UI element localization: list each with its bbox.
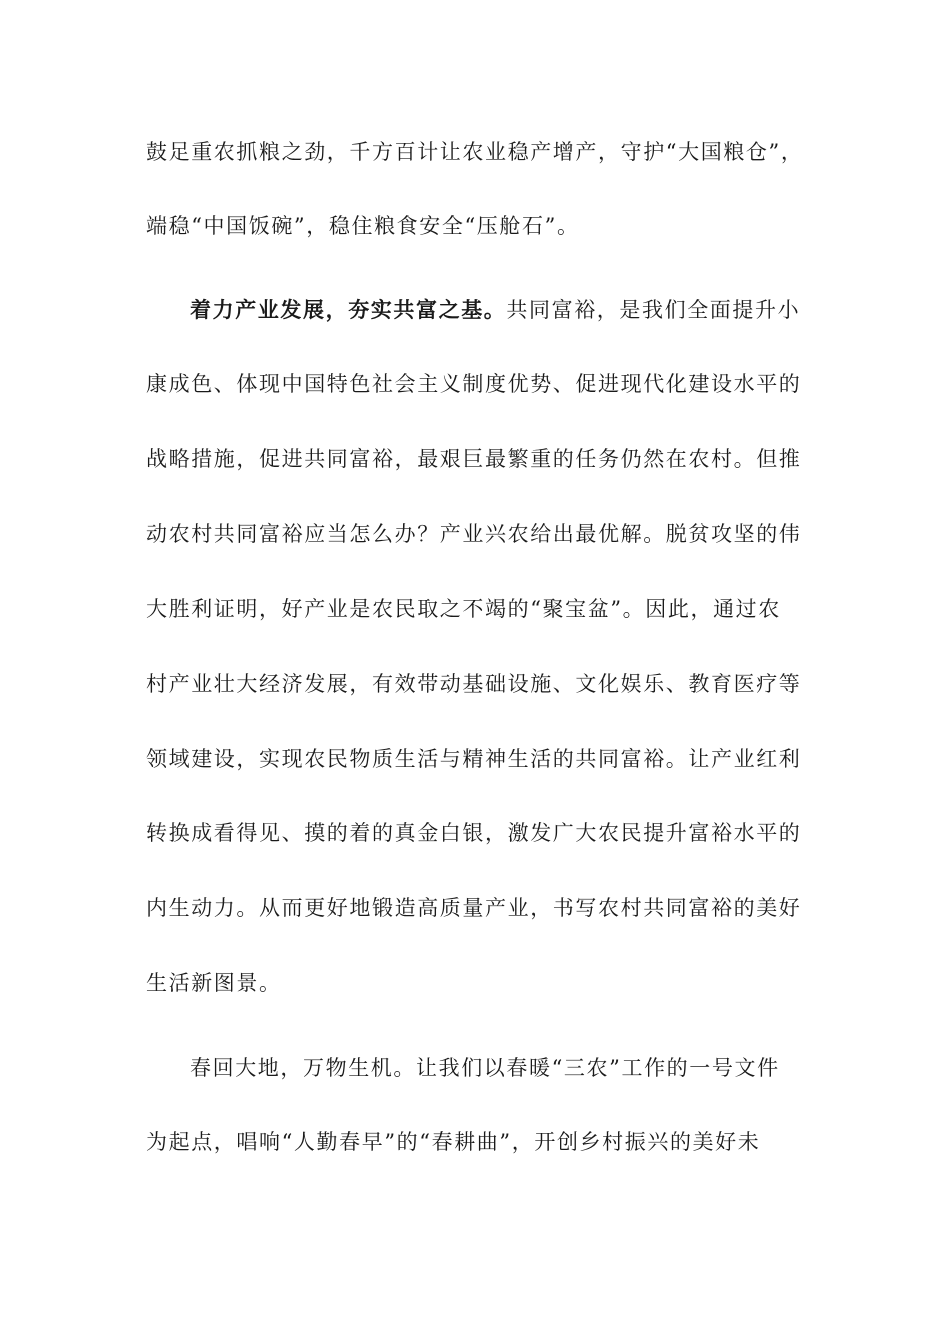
- paragraph-line: 动农村共同富裕应当怎么办？产业兴农给出最优解。脱贫攻坚的伟: [146, 522, 802, 546]
- paragraph-line: 村产业壮大经济发展，有效带动基础设施、文化娱乐、教育医疗等: [146, 672, 802, 696]
- paragraph-line: 领域建设，实现农民物质生活与精神生活的共同富裕。让产业红利: [146, 747, 802, 771]
- paragraph-line: 大胜利证明，好产业是农民取之不竭的“聚宝盆”。因此，通过农: [146, 597, 781, 621]
- paragraph-line: 生活新图景。: [146, 971, 282, 995]
- paragraph-heading: 着力产业发展，夯实共富之基。: [190, 297, 507, 322]
- paragraph-line: 康成色、体现中国特色社会主义制度优势、促进现代化建设水平的: [146, 372, 802, 396]
- paragraph-line: 鼓足重农抓粮之劲，千方百计让农业稳产增产，守护“大国粮仓”，: [146, 140, 804, 164]
- paragraph-line: 为起点，唱响“人勤春早”的“春耕曲”，开创乡村振兴的美好未: [146, 1130, 761, 1154]
- paragraph-line: 转换成看得见、摸的着的真金白银，激发广大农民提升富裕水平的: [146, 821, 802, 845]
- paragraph-first-line: [190, 290, 806, 330]
- paragraph-line: 端稳“中国饭碗”，稳住粮食安全“压舱石”。: [146, 214, 580, 238]
- paragraph-line: 战略措施，促进共同富裕，最艰巨最繁重的任务仍然在农村。但推: [146, 447, 802, 471]
- paragraph-text: 共同富裕，是我们全面提升小: [506, 298, 801, 322]
- paragraph-line: 内生动力。从而更好地锻造高质量产业，书写农村共同富裕的美好: [146, 896, 802, 920]
- paragraph-line: 春回大地，万物生机。让我们以春暖“三农”工作的一号文件: [190, 1056, 780, 1080]
